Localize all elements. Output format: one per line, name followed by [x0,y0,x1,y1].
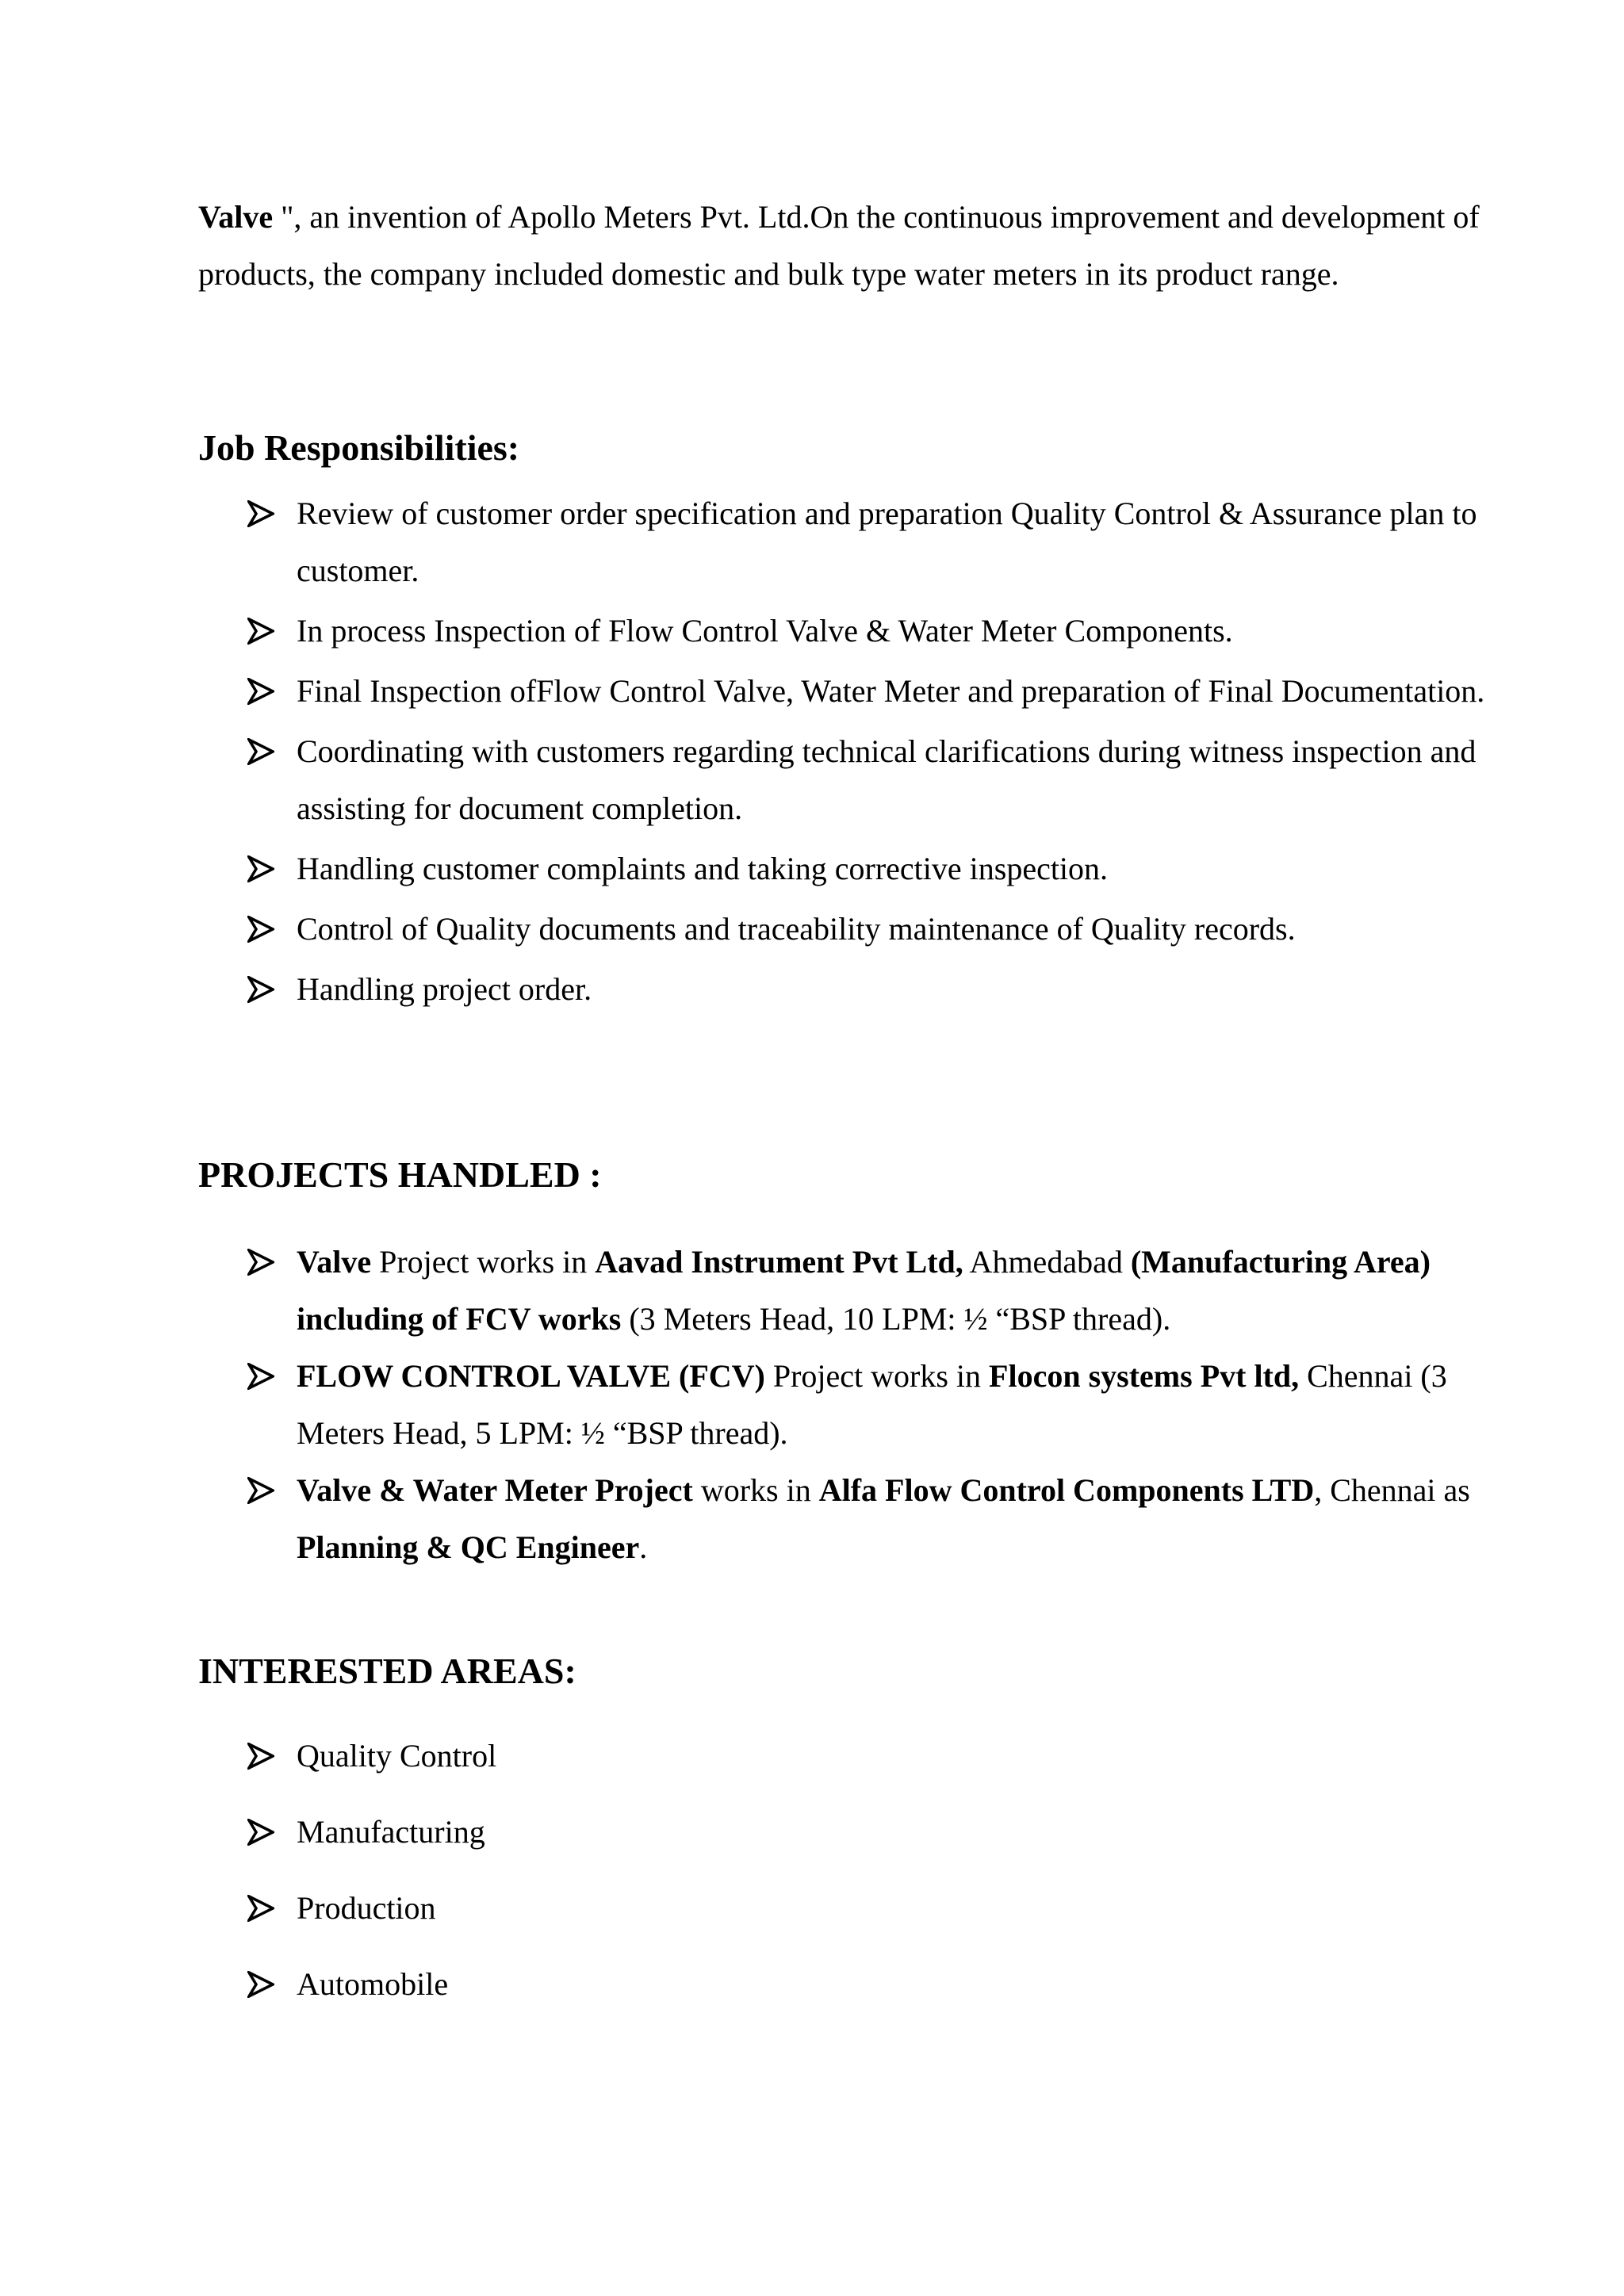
list-item-text: In process Inspection of Flow Control Valve & Water Meter Components. [297,613,1233,649]
list-item [0,603,1502,660]
project-text-bold: (Manufacturing Area) including of FCV works [297,1244,1431,1337]
list-item-text: Review of customer order specification and preparation Quality Control & Assurance plan to customer. [297,496,1477,588]
projects-list [0,1234,1502,1576]
arrow-bullet-icon [247,1363,274,1390]
arrow-bullet-icon [247,738,274,765]
list-item-text: Handling project order. [297,971,592,1007]
list-item [0,1880,1502,1937]
project-text-bold: Aavad Instrument Pvt Ltd, [595,1244,963,1280]
list-item [0,840,1502,897]
list-item-text: Production [297,1890,436,1926]
project-item [0,1348,1502,1462]
list-item [0,961,1502,1018]
list-item-text: Quality Control [297,1738,497,1774]
project-item [0,1462,1502,1576]
arrow-bullet-icon [247,1249,274,1276]
arrow-bullet-icon [247,678,274,705]
project-text-bold: Flocon systems Pvt ltd, [989,1358,1300,1394]
project-text: works in [692,1472,819,1508]
project-text-bold: Planning & QC Engineer [297,1529,640,1565]
list-item [0,723,1502,837]
list-item [0,1956,1502,2013]
intro-bold-term: Valve [198,199,274,235]
list-item [0,485,1502,599]
project-text: Chennai (3 Meters Head, 5 LPM: ½ “BSP thread). [297,1358,1447,1451]
project-text: (3 Meters Head, 10 LPM: ½ “BSP thread). [621,1301,1171,1337]
project-text-bold: Valve [297,1244,372,1280]
project-text-bold: FLOW CONTROL VALVE (FCV) [297,1358,765,1394]
arrow-bullet-icon [247,1477,274,1504]
project-text-bold: Alfa Flow Control Components LTD [818,1472,1315,1508]
list-item [0,901,1502,958]
projects-handled-heading: PROJECTS HANDLED : [198,1154,602,1195]
job-responsibilities-list [0,485,1502,1021]
list-item [0,663,1502,720]
arrow-bullet-icon [247,916,274,943]
list-item-text: Automobile [297,1966,449,2002]
project-text: . [639,1529,648,1565]
list-item [0,1804,1502,1861]
arrow-bullet-icon [247,1971,274,1998]
interested-areas-list [0,1728,1502,2032]
intro-paragraph [198,189,1483,303]
arrow-bullet-icon [247,1819,274,1846]
project-text: , Chennai as [1314,1472,1470,1508]
project-text: Project works in [371,1244,596,1280]
list-item-text: Control of Quality documents and traceability maintenance of Quality records. [297,911,1296,947]
project-text: Ahmedabad [963,1244,1131,1280]
project-text: Project works in [764,1358,990,1394]
arrow-bullet-icon [247,500,274,527]
arrow-bullet-icon [247,1743,274,1770]
arrow-bullet-icon [247,855,274,882]
list-item [0,1728,1502,1785]
project-text-bold: Valve & Water Meter Project [297,1472,693,1508]
arrow-bullet-icon [247,618,274,645]
intro-text: ", an invention of Apollo Meters Pvt. Ltd.On the continuous improvement and development of products, the company included domestic and bulk type water meters in its product range. [198,199,1480,292]
list-item-text: Coordinating with customers regarding technical clarifications during witness inspection and assisting for document completion. [297,733,1477,826]
arrow-bullet-icon [247,976,274,1003]
project-item [0,1234,1502,1348]
job-responsibilities-heading: Job Responsibilities: [198,427,520,468]
list-item-text: Final Inspection ofFlow Control Valve, Water Meter and preparation of Final Documentation. [297,673,1485,709]
list-item-text: Handling customer complaints and taking corrective inspection. [297,851,1109,886]
list-item-text: Manufacturing [297,1814,485,1850]
arrow-bullet-icon [247,1895,274,1922]
interested-areas-heading: INTERESTED AREAS: [198,1651,576,1691]
